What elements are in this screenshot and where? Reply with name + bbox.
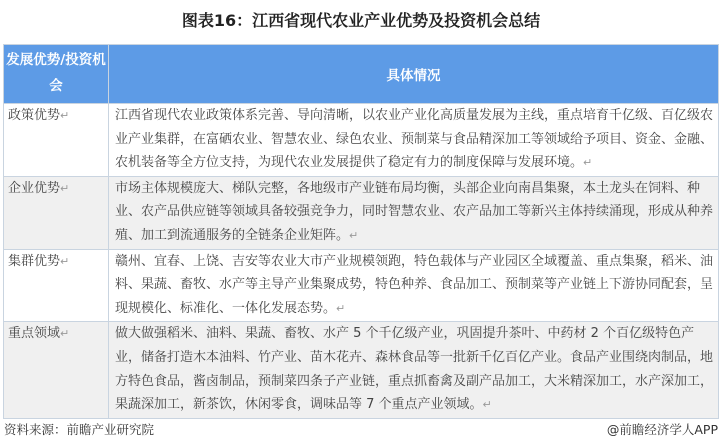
summary-table (3, 44, 719, 419)
detail-text: 赣州、宜春、上饶、吉安等农业大市产业规模领跑，特色载体与产业园区全域覆盖、重点集聚，稻米、油料、果蔬、畜牧、水产等主导产业集聚成势，特色种养、食品加工、预制菜等产业链上下游协同配套，呈现规模化、标准化、一体化发展态势。 (115, 253, 714, 316)
paragraph-mark-icon: ↵ (60, 254, 70, 268)
paragraph-mark-icon: ↵ (60, 181, 70, 195)
source-note: 资料来源：前瞻产业研究院 (4, 422, 155, 437)
row-detail (109, 249, 719, 322)
category-text: 集群优势 (8, 253, 61, 269)
row-detail (109, 322, 719, 418)
table-row (4, 104, 719, 177)
detail-text: 市场主体规模庞大、梯队完整，各地级市产业链布局均衡，头部企业向南昌集聚，本土龙头在饲料、种业、农产品供应链等领域具备较强竞争力，同时智慧农业、农产品加工等新兴主体持续涌现，形成从种养殖、加工到流通服务的全链条企业矩阵。 (115, 180, 714, 243)
paragraph-mark-icon: ↵ (349, 228, 359, 242)
row-category (4, 249, 109, 322)
table-row (4, 249, 719, 322)
row-detail (109, 176, 719, 249)
paragraph-mark-icon: ↵ (60, 327, 70, 341)
chart-title: 图表16：江西省现代农业产业优势及投资机会总结 (181, 11, 541, 30)
category-text: 政策优势 (8, 108, 61, 123)
paragraph-mark-icon: ↵ (583, 156, 593, 170)
category-text: 企业优势 (8, 180, 61, 196)
header-detail: 具体情况 (109, 45, 719, 104)
category-text: 重点领域 (8, 326, 61, 342)
credit-note: @前瞻经济学人APP (606, 422, 718, 437)
detail-text: 做大做强稻米、油料、果蔬、畜牧、水产 5 个千亿级产业，巩固提升茶叶、中药材 2 个百亿级特色产业，储备打造木本油料、竹产业、苗木花卉、森林食品等一批新千亿百亿产业。食品产业围绕肉制品，地方特色食品，酱卤制品，预制菜四条子产业链，重点抓畜禽及副产品加工，大米精深加工，水产深加工，果蔬深加工，新茶饮，休闲零食，调味品等 7 个重点产业领域。 (115, 326, 714, 413)
table-row (4, 322, 719, 418)
paragraph-mark-icon: ↵ (482, 398, 492, 412)
row-category (4, 176, 109, 249)
row-category (4, 104, 109, 177)
row-detail (109, 104, 719, 177)
paragraph-mark-icon: ↵ (336, 301, 346, 315)
detail-text: 江西省现代农业政策体系完善、导向清晰，以农业产业化高质量发展为主线，重点培育千亿级、百亿级农业产业集群，在富硒农业、智慧农业、绿色农业、预制菜与食品精深加工等领域给予项目、资金、金融、农机装备等全方位支持，为现代农业发展提供了稳定有力的制度保障与发展环境。 (115, 108, 714, 171)
table-row (4, 176, 719, 249)
row-category (4, 322, 109, 418)
paragraph-mark-icon: ↵ (60, 109, 70, 122)
table-header-row (4, 45, 719, 104)
header-category: 发展优势/投资机会 (4, 45, 109, 104)
